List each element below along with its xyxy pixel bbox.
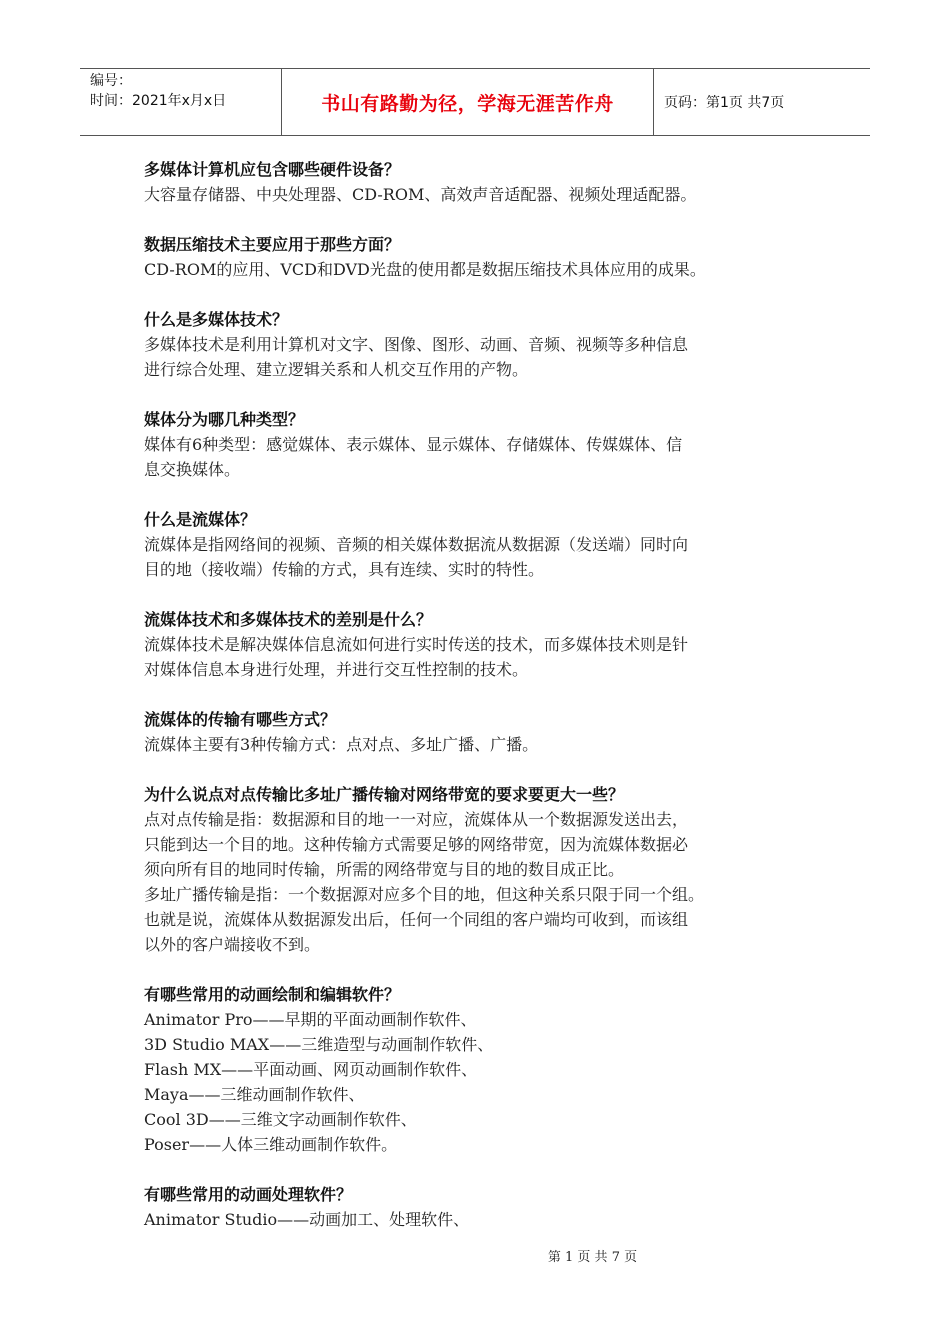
question: 流媒体的传输有哪些方式？ (144, 710, 337, 729)
footer-page-number: 第 1 页 共 7 页 (547, 1250, 638, 1265)
time-label: 时间：2021年x月x日 (90, 93, 227, 109)
number-label: 编号： (90, 73, 132, 89)
question: 多媒体计算机应包含哪些硬件设备？ (144, 160, 401, 179)
question: 有哪些常用的动画处理软件？ (144, 1185, 353, 1204)
header-meta (80, 69, 282, 135)
page-info: 页码：第1页 共7页 (664, 95, 785, 111)
answer: 媒体有6种类型：感觉媒体、表示媒体、显示媒体、存储媒体、传媒媒体、信 息交换媒体。 (144, 435, 683, 479)
question: 什么是多媒体技术？ (144, 310, 289, 329)
answer: 流媒体主要有3种传输方式：点对点、多址广播、广播。 (144, 735, 539, 754)
answer: 流媒体技术是解决媒体信息流如何进行实时传送的技术，而多媒体技术则是针 对媒体信息本身进行处理，并进行交互性控制的技术。 (144, 635, 689, 679)
qa-item (144, 1182, 824, 1232)
qa-item (144, 707, 824, 757)
question: 数据压缩技术主要应用于那些方面？ (144, 235, 401, 254)
answer: Animator Pro——早期的平面动画制作软件、 3D Studio MAX——三维造型与动画制作软件、 Flash MX——平面动画、网页动画制作软件、 Maya——三维动画制作软件、 Cool 3D——三维文字动画制作软件、 Poser——人体三维动画制作软件。 (144, 1010, 494, 1154)
qa-item (144, 982, 824, 1157)
document-body (144, 157, 824, 1257)
question: 媒体分为哪几种类型？ (144, 410, 305, 429)
qa-item (144, 157, 824, 207)
document-header (80, 68, 870, 136)
question: 为什么说点对点传输比多址广播传输对网络带宽的要求要更大一些？ (144, 785, 625, 804)
qa-item (144, 407, 824, 482)
answer: 多媒体技术是利用计算机对文字、图像、图形、动画、音频、视频等多种信息 进行综合处理、建立逻辑关系和人机交互作用的产物。 (144, 335, 689, 379)
question: 有哪些常用的动画绘制和编辑软件？ (144, 985, 401, 1004)
answer: Animator Studio——动画加工、处理软件、 (144, 1210, 470, 1229)
page-footer (0, 1246, 950, 1265)
motto: 书山有路勤为径，学海无涯苦作舟 (321, 92, 614, 115)
answer: 点对点传输是指：数据源和目的地一一对应，流媒体从一个数据源发送出去， 只能到达一个目的地。这种传输方式需要足够的网络带宽，因为流媒体数据必 须向所有目的地同时传输，所需的网络带宽与目的地的数目成正比。 多址广播传输是指：一个数据源对应多个目的地，但这种关系只限于同一个组。 也就是说，流媒体从数据源发出后，任何一个同组的客户端均可收到，而该组 以外的客户端接收不到。 (144, 810, 705, 954)
qa-item (144, 232, 824, 282)
qa-item (144, 307, 824, 382)
qa-item (144, 507, 824, 582)
header-motto-cell (282, 69, 654, 135)
answer: 流媒体是指网络间的视频、音频的相关媒体数据流从数据源（发送端）同时向 目的地（接收端）传输的方式，具有连续、实时的特性。 (144, 535, 689, 579)
question: 什么是流媒体？ (144, 510, 257, 529)
qa-item (144, 782, 824, 957)
qa-item (144, 607, 824, 682)
answer: CD-ROM的应用、VCD和DVD光盘的使用都是数据压缩技术具体应用的成果。 (144, 260, 706, 279)
answer: 大容量存储器、中央处理器、CD-ROM、高效声音适配器、视频处理适配器。 (144, 185, 697, 204)
question: 流媒体技术和多媒体技术的差别是什么？ (144, 610, 433, 629)
